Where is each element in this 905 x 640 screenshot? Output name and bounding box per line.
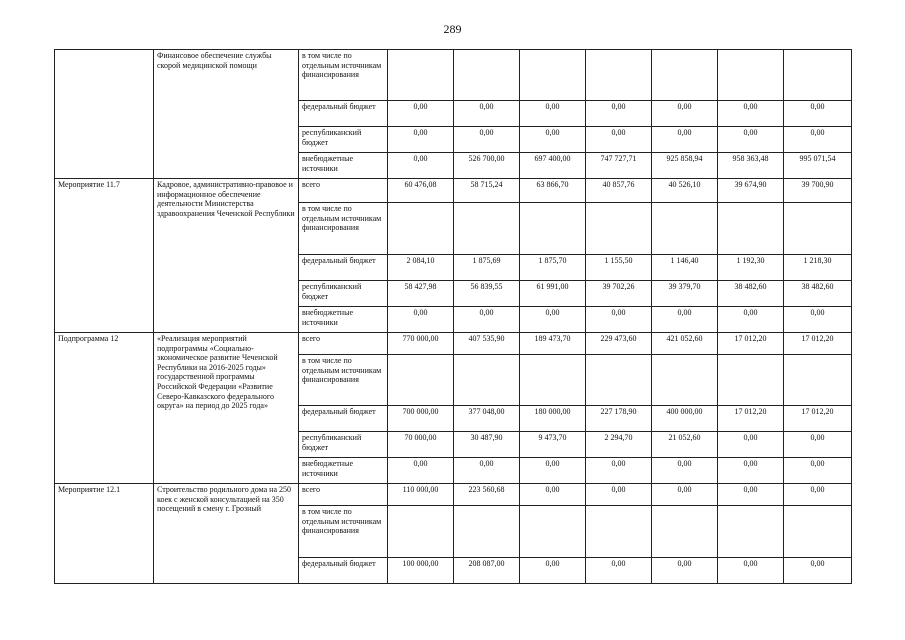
amount-cell: 0,00 <box>784 432 852 458</box>
amount-cell: 0,00 <box>454 127 520 153</box>
amount-cell <box>454 355 520 406</box>
amount-cell: 700 000,00 <box>388 406 454 432</box>
amount-cell: 0,00 <box>652 458 718 484</box>
amount-cell <box>454 50 520 101</box>
amount-cell: 30 487,90 <box>454 432 520 458</box>
amount-cell: 0,00 <box>520 307 586 333</box>
amount-cell <box>652 203 718 255</box>
amount-cell: 0,00 <box>388 101 454 127</box>
amount-cell: 0,00 <box>718 484 784 506</box>
amount-cell <box>520 203 586 255</box>
amount-cell <box>718 506 784 558</box>
amount-cell: 1 218,30 <box>784 255 852 281</box>
amount-cell: 2 084,10 <box>388 255 454 281</box>
funding-source-cell: всего <box>299 333 388 355</box>
amount-cell <box>652 506 718 558</box>
amount-cell: 0,00 <box>388 458 454 484</box>
amount-cell: 0,00 <box>520 558 586 584</box>
amount-cell <box>454 506 520 558</box>
amount-cell: 958 363,48 <box>718 153 784 179</box>
page-number: 289 <box>443 22 462 36</box>
amount-cell: 63 866,70 <box>520 179 586 203</box>
program-name-cell: «Реализация мероприятий подпрограммы «Социально-экономическое развитие Чеченской Республики на 2016-2025 годы» государственной программы Российской Федерации «Развитие Северо-Кавказского федерального округа» на период до 2025 года» <box>154 333 299 484</box>
amount-cell: 0,00 <box>586 558 652 584</box>
amount-cell <box>388 355 454 406</box>
amount-cell: 60 476,08 <box>388 179 454 203</box>
amount-cell: 1 875,69 <box>454 255 520 281</box>
amount-cell: 40 526,10 <box>652 179 718 203</box>
amount-cell: 0,00 <box>718 307 784 333</box>
amount-cell <box>388 203 454 255</box>
amount-cell: 38 482,60 <box>718 281 784 307</box>
amount-cell <box>652 50 718 101</box>
program-code-cell: Мероприятие 12.1 <box>55 484 154 584</box>
amount-cell: 0,00 <box>388 307 454 333</box>
amount-cell: 0,00 <box>718 558 784 584</box>
amount-cell <box>718 203 784 255</box>
amount-cell: 229 473,60 <box>586 333 652 355</box>
amount-cell: 189 473,70 <box>520 333 586 355</box>
amount-cell: 38 482,60 <box>784 281 852 307</box>
amount-cell: 0,00 <box>784 558 852 584</box>
funding-source-cell: внебюджетные источники <box>299 307 388 333</box>
amount-cell <box>586 50 652 101</box>
amount-cell: 180 000,00 <box>520 406 586 432</box>
table-row <box>55 50 852 101</box>
amount-cell <box>520 506 586 558</box>
funding-source-cell: в том числе по отдельным источникам финансирования <box>299 355 388 406</box>
amount-cell: 0,00 <box>520 101 586 127</box>
amount-cell <box>520 355 586 406</box>
amount-cell <box>454 203 520 255</box>
amount-cell: 0,00 <box>388 153 454 179</box>
amount-cell: 61 991,00 <box>520 281 586 307</box>
funding-source-cell: федеральный бюджет <box>299 255 388 281</box>
amount-cell: 58 427,98 <box>388 281 454 307</box>
amount-cell: 0,00 <box>784 127 852 153</box>
amount-cell: 0,00 <box>784 458 852 484</box>
amount-cell: 40 857,76 <box>586 179 652 203</box>
amount-cell: 0,00 <box>454 458 520 484</box>
amount-cell: 747 727,71 <box>586 153 652 179</box>
amount-cell: 0,00 <box>784 101 852 127</box>
amount-cell: 0,00 <box>586 307 652 333</box>
amount-cell: 0,00 <box>652 101 718 127</box>
amount-cell: 0,00 <box>652 127 718 153</box>
amount-cell <box>652 355 718 406</box>
amount-cell: 110 000,00 <box>388 484 454 506</box>
amount-cell: 17 012,20 <box>718 406 784 432</box>
amount-cell: 39 674,90 <box>718 179 784 203</box>
amount-cell: 0,00 <box>454 307 520 333</box>
amount-cell: 0,00 <box>652 307 718 333</box>
funding-source-cell: в том числе по отдельным источникам финансирования <box>299 203 388 255</box>
amount-cell: 377 048,00 <box>454 406 520 432</box>
program-name-cell: Финансовое обеспечение службы скорой медицинской помощи <box>154 50 299 179</box>
program-code-cell <box>55 50 154 179</box>
amount-cell: 9 473,70 <box>520 432 586 458</box>
program-code-cell: Подпрограмма 12 <box>55 333 154 484</box>
amount-cell <box>784 50 852 101</box>
amount-cell: 70 000,00 <box>388 432 454 458</box>
amount-cell: 0,00 <box>586 101 652 127</box>
amount-cell: 17 012,20 <box>784 406 852 432</box>
amount-cell <box>388 506 454 558</box>
amount-cell <box>586 355 652 406</box>
amount-cell: 0,00 <box>718 101 784 127</box>
funding-source-cell: в том числе по отдельным источникам финансирования <box>299 50 388 101</box>
amount-cell: 227 178,90 <box>586 406 652 432</box>
amount-cell: 21 052,60 <box>652 432 718 458</box>
amount-cell: 0,00 <box>520 484 586 506</box>
amount-cell <box>784 506 852 558</box>
amount-cell: 39 700,90 <box>784 179 852 203</box>
funding-source-cell: республиканский бюджет <box>299 432 388 458</box>
amount-cell: 0,00 <box>718 127 784 153</box>
amount-cell: 208 087,00 <box>454 558 520 584</box>
amount-cell: 58 715,24 <box>454 179 520 203</box>
funding-source-cell: в том числе по отдельным источникам финансирования <box>299 506 388 558</box>
amount-cell: 0,00 <box>718 458 784 484</box>
amount-cell: 995 071,54 <box>784 153 852 179</box>
amount-cell <box>718 50 784 101</box>
amount-cell: 0,00 <box>718 432 784 458</box>
budget-table <box>54 49 852 584</box>
amount-cell: 39 702,26 <box>586 281 652 307</box>
amount-cell: 39 379,70 <box>652 281 718 307</box>
table-row <box>55 484 852 506</box>
table-row <box>55 179 852 203</box>
funding-source-cell: всего <box>299 179 388 203</box>
amount-cell: 100 000,00 <box>388 558 454 584</box>
amount-cell: 0,00 <box>520 458 586 484</box>
amount-cell: 0,00 <box>586 127 652 153</box>
funding-source-cell: республиканский бюджет <box>299 281 388 307</box>
amount-cell: 925 858,94 <box>652 153 718 179</box>
amount-cell: 1 192,30 <box>718 255 784 281</box>
funding-source-cell: внебюджетные источники <box>299 153 388 179</box>
funding-source-cell: федеральный бюджет <box>299 558 388 584</box>
amount-cell: 526 700,00 <box>454 153 520 179</box>
amount-cell: 0,00 <box>784 484 852 506</box>
amount-cell: 421 052,60 <box>652 333 718 355</box>
amount-cell: 223 560,68 <box>454 484 520 506</box>
amount-cell: 1 875,70 <box>520 255 586 281</box>
amount-cell: 0,00 <box>388 127 454 153</box>
amount-cell: 2 294,70 <box>586 432 652 458</box>
amount-cell: 0,00 <box>520 127 586 153</box>
table-row <box>55 333 852 355</box>
amount-cell <box>718 355 784 406</box>
amount-cell: 17 012,20 <box>784 333 852 355</box>
funding-source-cell: всего <box>299 484 388 506</box>
amount-cell: 1 155,50 <box>586 255 652 281</box>
amount-cell: 0,00 <box>586 458 652 484</box>
amount-cell: 770 000,00 <box>388 333 454 355</box>
amount-cell <box>586 506 652 558</box>
amount-cell: 697 400,00 <box>520 153 586 179</box>
funding-source-cell: федеральный бюджет <box>299 406 388 432</box>
amount-cell <box>520 50 586 101</box>
amount-cell: 407 535,90 <box>454 333 520 355</box>
program-name-cell: Строительство родильного дома на 250 коек с женской консультацией на 350 посещений в смену г. Грозный <box>154 484 299 584</box>
amount-cell <box>586 203 652 255</box>
table-body <box>55 50 852 584</box>
amount-cell: 56 839,55 <box>454 281 520 307</box>
amount-cell: 1 146,40 <box>652 255 718 281</box>
amount-cell: 0,00 <box>652 558 718 584</box>
funding-source-cell: республиканский бюджет <box>299 127 388 153</box>
funding-source-cell: федеральный бюджет <box>299 101 388 127</box>
program-code-cell: Мероприятие 11.7 <box>55 179 154 333</box>
amount-cell: 400 000,00 <box>652 406 718 432</box>
amount-cell <box>784 203 852 255</box>
amount-cell <box>784 355 852 406</box>
amount-cell: 0,00 <box>784 307 852 333</box>
funding-source-cell: внебюджетные источники <box>299 458 388 484</box>
amount-cell: 0,00 <box>652 484 718 506</box>
amount-cell: 0,00 <box>586 484 652 506</box>
amount-cell: 0,00 <box>454 101 520 127</box>
program-name-cell: Кадровое, административно-правовое и информационное обеспечение деятельности Министерства здравоохранения Чеченской Республики <box>154 179 299 333</box>
amount-cell: 17 012,20 <box>718 333 784 355</box>
amount-cell <box>388 50 454 101</box>
